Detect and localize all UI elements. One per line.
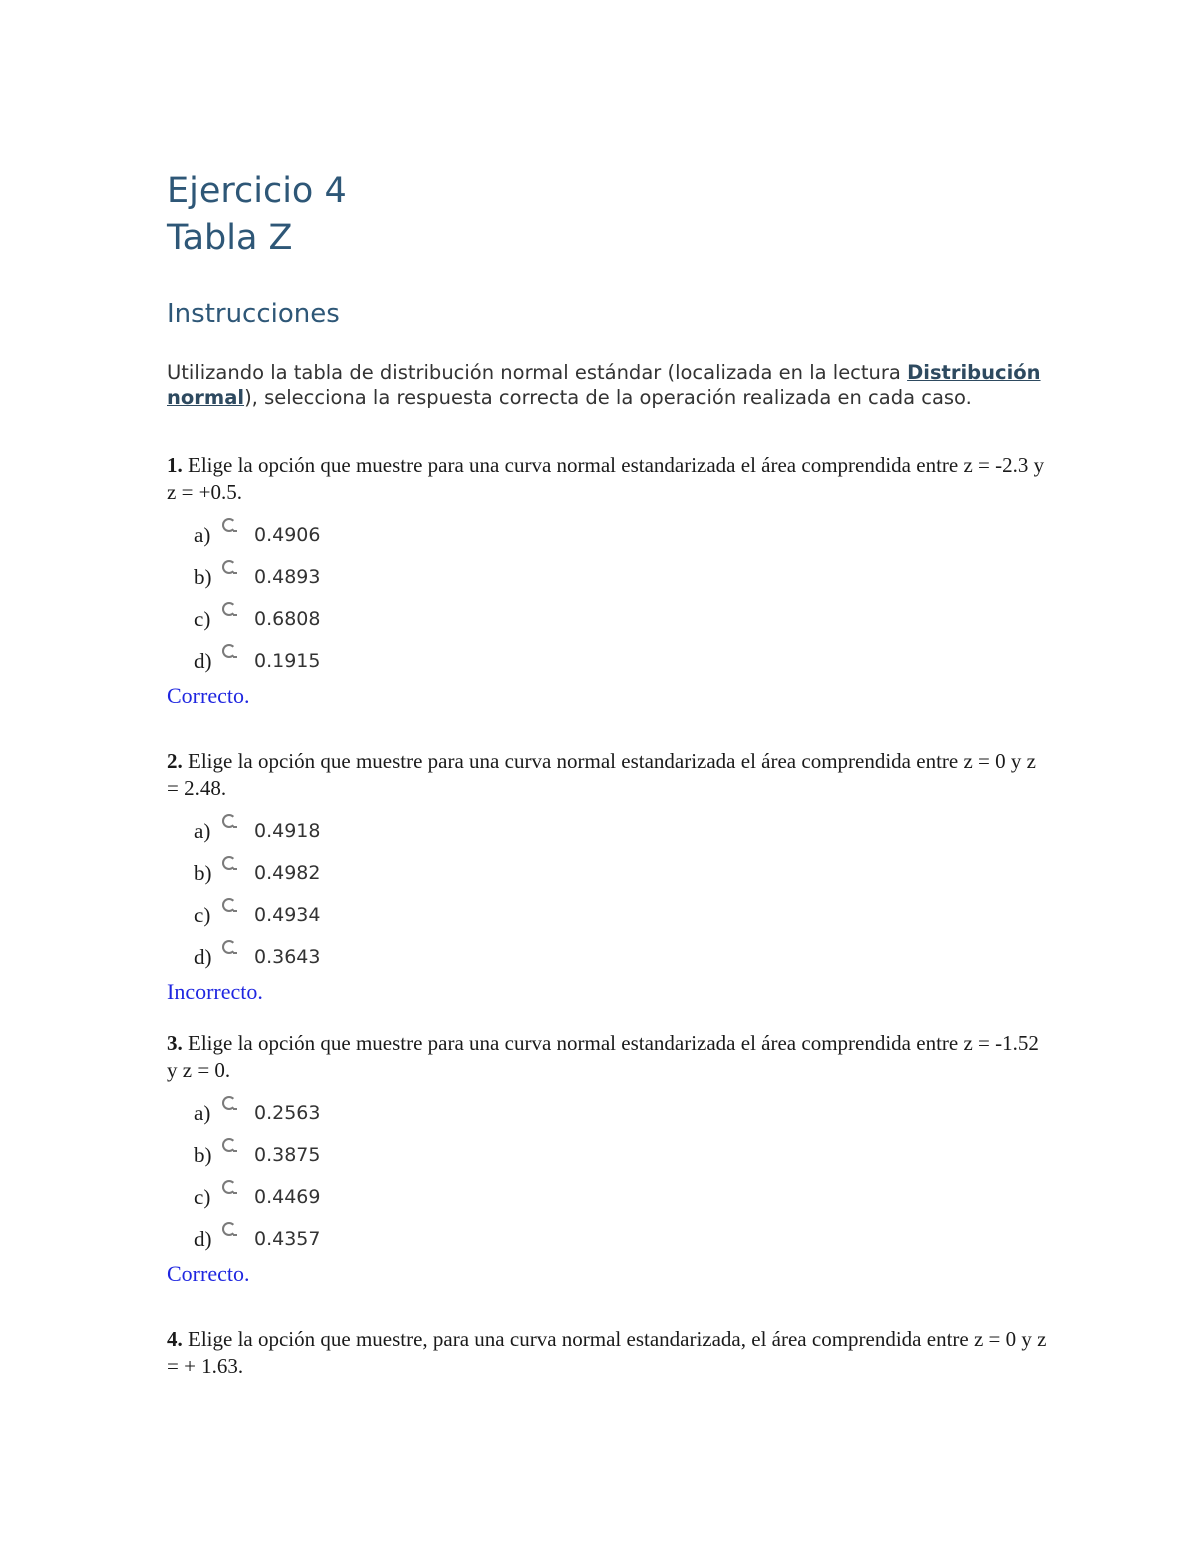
question-number: 1. (167, 453, 183, 477)
question-prompt: Elige la opción que muestre para una curva normal estandarizada el área comprendida entre z = 0 y z = 2.48. (167, 749, 1036, 800)
page-title (167, 168, 1047, 262)
option-b[interactable] (167, 556, 1047, 598)
option-c[interactable] (167, 1176, 1047, 1218)
option-value: 0.1915 (254, 650, 321, 672)
option-value: 0.4893 (254, 566, 321, 588)
question-number: 4. (167, 1327, 183, 1351)
question-2 (167, 748, 1047, 1006)
instructions-paragraph (167, 360, 1047, 410)
question-number: 2. (167, 749, 183, 773)
title-line-2: Tabla Z (167, 218, 293, 258)
radio-icon[interactable] (222, 560, 236, 574)
document-page (167, 168, 1047, 1378)
section-heading: Instrucciones (167, 299, 340, 329)
option-d[interactable] (167, 936, 1047, 978)
option-letter: b) (194, 565, 212, 589)
radio-icon[interactable] (222, 644, 236, 658)
radio-icon[interactable] (222, 1222, 236, 1236)
radio-icon[interactable] (222, 1096, 236, 1110)
option-list (167, 810, 1047, 978)
option-list (167, 1092, 1047, 1260)
question-number: 3. (167, 1031, 183, 1055)
option-letter: a) (194, 523, 211, 547)
option-value: 0.4357 (254, 1228, 321, 1250)
question-prompt: Elige la opción que muestre para una curva normal estandarizada el área comprendida entre z = -2.3 y z = +0.5. (167, 453, 1045, 504)
title-line-1: Ejercicio 4 (167, 171, 347, 211)
option-a[interactable] (167, 514, 1047, 556)
option-list (167, 514, 1047, 682)
option-b[interactable] (167, 852, 1047, 894)
option-c[interactable] (167, 894, 1047, 936)
option-letter: d) (194, 649, 212, 673)
option-letter: d) (194, 945, 212, 969)
question-3 (167, 1030, 1047, 1288)
option-b[interactable] (167, 1134, 1047, 1176)
option-letter: a) (194, 1101, 211, 1125)
instructions-text-before: Utilizando la tabla de distribución normal estándar (localizada en la lectura (167, 361, 908, 384)
option-letter: c) (194, 607, 211, 631)
option-letter: c) (194, 903, 211, 927)
option-value: 0.3643 (254, 946, 321, 968)
option-value: 0.3875 (254, 1144, 321, 1166)
option-d[interactable] (167, 640, 1047, 682)
option-letter: a) (194, 819, 211, 843)
feedback-text: Correcto. (167, 683, 250, 708)
question-text (167, 452, 1047, 506)
radio-icon[interactable] (222, 898, 236, 912)
option-value: 0.4934 (254, 904, 321, 926)
feedback-text: Correcto. (167, 1261, 250, 1286)
option-value: 0.4982 (254, 862, 321, 884)
option-value: 0.4906 (254, 524, 321, 546)
option-c[interactable] (167, 598, 1047, 640)
option-value: 0.6808 (254, 608, 321, 630)
question-text (167, 1030, 1047, 1084)
option-letter: c) (194, 1185, 211, 1209)
option-value: 0.2563 (254, 1102, 321, 1124)
question-text (167, 1326, 1047, 1380)
question-prompt: Elige la opción que muestre para una curva normal estandarizada el área comprendida entre z = -1.52 y z = 0. (167, 1031, 1039, 1082)
question-prompt: Elige la opción que muestre, para una curva normal estandarizada, el área comprendida entre z = 0 y z = + 1.63. (167, 1327, 1047, 1378)
radio-icon[interactable] (222, 1138, 236, 1152)
option-d[interactable] (167, 1218, 1047, 1260)
radio-icon[interactable] (222, 856, 236, 870)
question-text (167, 748, 1047, 802)
option-a[interactable] (167, 810, 1047, 852)
option-a[interactable] (167, 1092, 1047, 1134)
radio-icon[interactable] (222, 940, 236, 954)
question-4 (167, 1326, 1047, 1380)
instructions-text-after: ), selecciona la respuesta correcta de la operación realizada en cada caso. (244, 386, 972, 409)
feedback-text: Incorrecto. (167, 979, 263, 1004)
question-1 (167, 452, 1047, 710)
option-letter: b) (194, 1143, 212, 1167)
distribucion-normal-link[interactable]: Distribución normal (167, 361, 1041, 409)
radio-icon[interactable] (222, 814, 236, 828)
option-value: 0.4918 (254, 820, 321, 842)
option-letter: b) (194, 861, 212, 885)
option-value: 0.4469 (254, 1186, 321, 1208)
radio-icon[interactable] (222, 602, 236, 616)
radio-icon[interactable] (222, 1180, 236, 1194)
option-letter: d) (194, 1227, 212, 1251)
radio-icon[interactable] (222, 518, 236, 532)
